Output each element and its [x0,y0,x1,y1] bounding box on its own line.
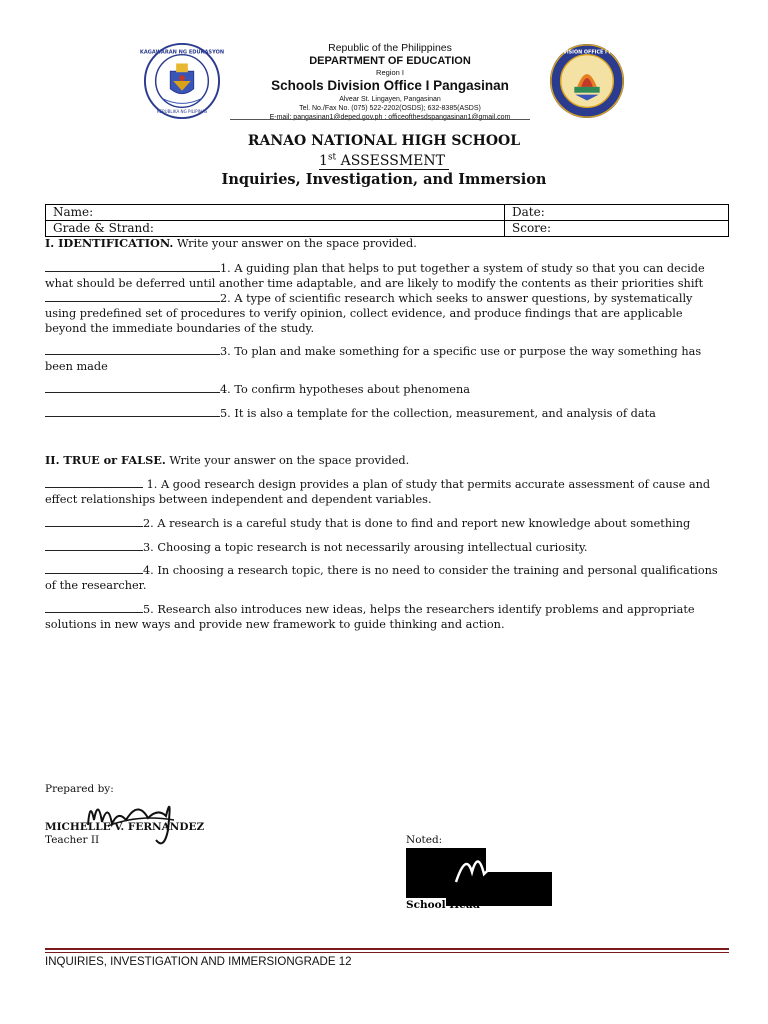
part1-heading-line [45,236,417,251]
part1-heading: I. IDENTIFICATION. [45,236,174,250]
answer-blank[interactable] [45,260,220,272]
answer-blank[interactable] [45,601,143,613]
header-address: Alvear St. Lingayen, Pangasinan [339,95,441,103]
header-divider [230,119,530,120]
subject-title: Inquiries, Investigation, and Immersion [221,171,547,188]
answer-blank[interactable] [45,539,143,551]
part2-instruction: Write your answer on the space provided. [165,454,410,467]
header-republic: Republic of the Philippines [328,42,452,54]
school-name: RANAO NATIONAL HIGH SCHOOL [247,133,521,149]
assessment-word: ASSESSMENT [336,152,445,169]
assessment-ordinal: st [327,152,337,162]
preparer-title: Teacher II [45,834,100,846]
part1-instruction: Write your answer on the space provided. [173,237,417,250]
item-text: what should be deferred until another time adaptable, and are likely to modify the contents as their priorities shift [45,277,704,290]
item-text: been made [45,360,108,373]
header-region: Region I [376,67,404,77]
item-text: using predefined set of procedures to verify opinion, collect evidence, and produce findings that are applicable [45,307,683,320]
student-info-table [45,204,729,237]
part2-item-4 [45,562,718,593]
item-text: 3. Choosing a topic research is not necessarily arousing intellectual curiosity. [143,541,588,554]
date-field[interactable]: Date: [505,205,729,221]
part2-heading-line [45,453,409,468]
header-department: DEPARTMENT OF EDUCATION [309,54,471,67]
item-text: 5. Research also introduces new ideas, helps the researchers identify problems and appropriate [143,603,695,616]
part1-item-1 [45,260,705,291]
part1-item-4 [45,381,470,397]
answer-blank[interactable] [45,562,143,574]
answer-blank[interactable] [45,476,143,488]
item-text: 1. A good research design provides a plan of study that permits accurate assessment of cause and [143,478,711,491]
noted-label: Noted: [406,834,443,846]
answer-blank[interactable] [45,405,220,417]
header-division: Schools Division Office I Pangasinan [271,78,509,93]
item-text: effect relationships between independent and dependent variables. [45,493,432,506]
prepared-by-label: Prepared by: [45,783,114,795]
preparer-name: MICHELLE V. FERNANDEZ [45,821,205,833]
item-text: 4. To confirm hypotheses about phenomena [220,383,470,396]
score-field[interactable]: Score: [505,221,729,237]
item-text: 4. In choosing a research topic, there is no need to consider the training and personal qualifications [143,564,718,577]
assessment-number: 1 [319,152,328,169]
part1-item-3 [45,343,701,374]
part1-item-5 [45,405,656,421]
grade-strand-field[interactable]: Grade & Strand: [46,221,505,237]
item-text: 1. A guiding plan that helps to put together a system of study so that you can decide [220,262,705,275]
school-head-title: School Head [406,899,481,911]
answer-blank[interactable] [45,290,220,302]
item-text: 5. It is also a template for the collection, measurement, and analysis of data [220,407,656,420]
sdo-pangasinan-seal-icon [529,42,645,120]
item-text: of the researcher. [45,579,147,592]
part2-item-5 [45,601,695,632]
item-text: beyond the immediate boundaries of the study. [45,322,315,335]
answer-blank[interactable] [45,381,220,393]
name-field[interactable]: Name: [46,205,505,221]
header-tel: Tel. No./Fax No. (075) 522-2202(OSDS); 632-8385(ASDS) [299,104,481,112]
answer-blank[interactable] [45,515,143,527]
part2-item-1 [45,476,710,507]
seal-left-bottom: REPUBLIKA NG PILIPINAS [156,109,208,115]
part2-item-2 [45,515,690,531]
part1-item-2 [45,290,692,336]
seal-right-text: SCHOOLS DIVISION OFFICE I PANGASINAN [529,49,645,56]
seal-left-text: KAGAWARAN NG EDUKASYON [139,49,225,56]
header-block [240,43,540,121]
footer-rule [45,948,729,950]
footer-text: INQUIRIES, INVESTIGATION AND IMMERSIONGRADE 12 [45,956,352,968]
part2-heading: II. TRUE or FALSE. [45,453,166,467]
item-text: solutions in new ways and provide new framework to guide thinking and action. [45,618,505,631]
footer-rule-thin [45,952,729,953]
item-text: 2. A type of scientific research which seeks to answer questions, by systematically [220,292,693,305]
part2-item-3 [45,539,588,555]
answer-blank[interactable] [45,343,220,355]
deped-seal-icon [139,42,225,120]
assessment-title [0,152,768,169]
header-email: E-mail: pangasinan1@deped.gov.ph ; officeofthesdspangasinan1@gmail.com [269,113,511,121]
item-text: 3. To plan and make something for a specific use or purpose the way something has [220,345,702,358]
item-text: 2. A research is a careful study that is done to find and report new knowledge about something [143,517,691,530]
